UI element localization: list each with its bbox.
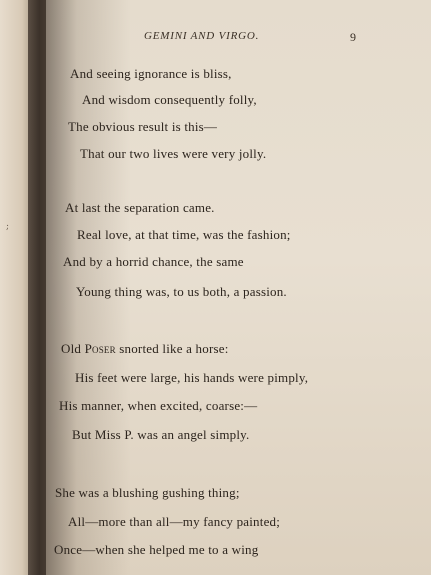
poem-line: All—more than all—my fancy painted;	[68, 514, 281, 529]
page-number: 9	[350, 30, 356, 44]
poem-line: And seeing ignorance is bliss,	[70, 66, 232, 81]
book-page	[46, 0, 431, 575]
poem-line: At last the separation came.	[65, 200, 215, 215]
running-head: GEMINI AND VIRGO.	[144, 30, 260, 42]
poem-line-part: snorted like a horse:	[115, 341, 229, 356]
poem-line: Once—when she helped me to a wing	[54, 542, 259, 557]
poem-line: But Miss P. was an angel simply.	[72, 427, 250, 442]
poem-line: His feet were large, his hands were pimply,	[75, 370, 309, 385]
poem-line: She was a blushing gushing thing;	[55, 485, 240, 500]
left-page-mark: ;	[6, 222, 10, 232]
poem-line: And by a horrid chance, the same	[63, 254, 244, 269]
poem-line: Real love, at that time, was the fashion;	[77, 227, 291, 242]
poem-line: The obvious result is this—	[68, 119, 218, 134]
poem-line: And wisdom consequently folly,	[82, 92, 257, 107]
poem-line: Young thing was, to us both, a passion.	[76, 284, 287, 299]
poem-line	[61, 341, 229, 357]
character-name: Poser	[84, 341, 116, 356]
poem-line-part: Old	[61, 341, 85, 356]
poem-line: His manner, when excited, coarse:—	[59, 398, 258, 413]
poem-line: That our two lives were very jolly.	[80, 146, 267, 161]
